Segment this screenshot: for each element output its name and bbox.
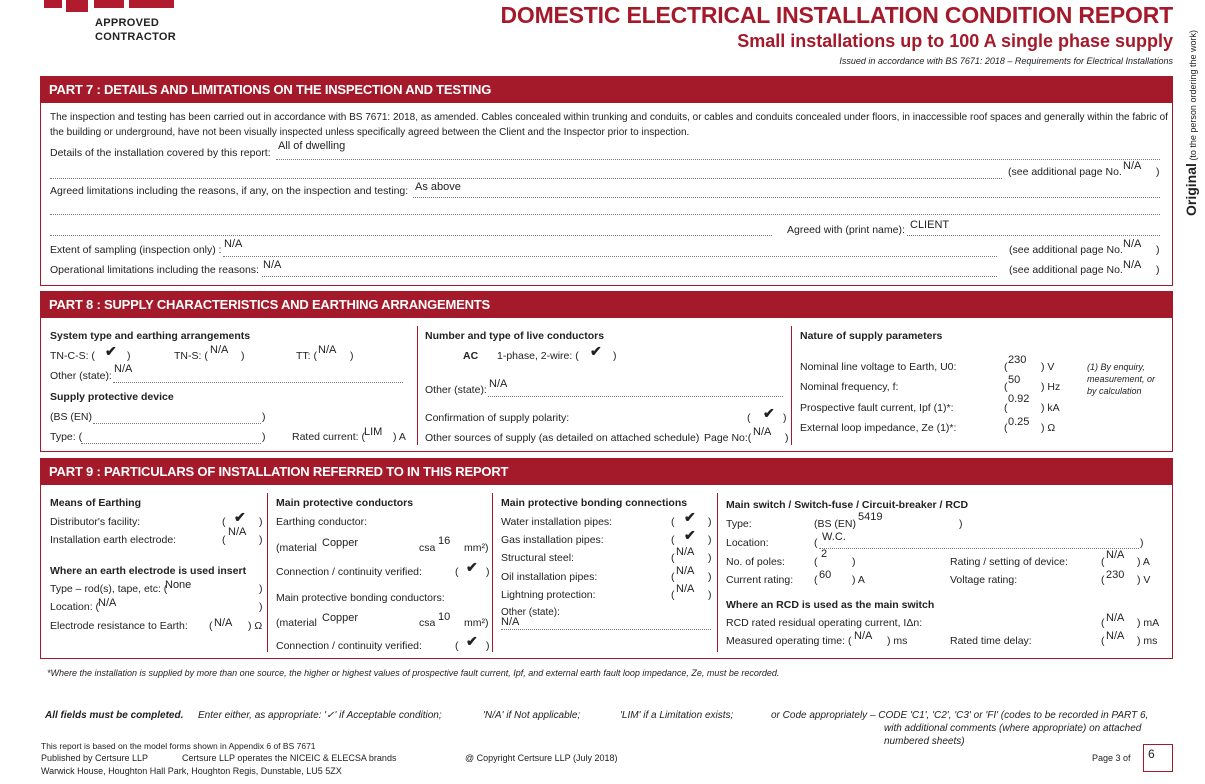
part9-section: PART 9 : PARTICULARS OF INSTALLATION REFERRED TO IN THIS REPORT Means of Earthing Distributor's facility: ( ✔ ) Installation earth electrode: ( N/A ) Where an earth electrode is used insert Type – rod(s), tape, etc: ( None ) Location: ( N/A ) Electrode resistance to Earth: ( N/A ) Ω Main protective conductors Earthing conductor: (material Copper csa 16 mm²) Connection / continuity verified: ( ✔ ) Main protective bonding conductors: (material Copper csa 10 mm²) Connection / continuity verified: ( ✔ ) Main protective bonding connections Water installation pipes: ( ✔ ) Gas installation pipes: ( ✔ ) Structural steel: ( N/A ) Oil installation pipes: ( N/A ) Lightning protection: ( N/A ) Other (state): N/A Main switch / Switch-fuse / Circuit-breaker / RCD Type: (BS (EN) 5419 ) Location: ( W.C. ) No. of poles: ( 2 ) Rating / setting of device: ( N/A ) A Current rating: ( 60 ) A Voltage rating: ( 230 ) V Where an RCD is used as the main switch RCD rated residual operating current, IΔn: ( N/A ) mA Measured operating time: ( N/A ) ms Rated time delay: ( N/A ) ms bbox=[40, 458, 1173, 659]
earthing-heading: Means of Earthing bbox=[50, 497, 142, 509]
switch-location-field[interactable]: W.C. bbox=[822, 531, 846, 543]
issued-note: Issued in accordance with BS 7671: 2018 – Requirements for Electrical Installations bbox=[839, 56, 1173, 66]
earth-electrode-field[interactable]: N/A bbox=[228, 526, 247, 538]
agreed-with-label: Agreed with (print name): bbox=[787, 224, 905, 236]
part7-title: PART 7 : DETAILS AND LIMITATIONS ON THE INSPECTION AND TESTING bbox=[41, 77, 1172, 103]
steel-label: Structural steel: bbox=[501, 552, 574, 564]
rated-current-label: Rated current: ( bbox=[292, 431, 365, 443]
poles-label: No. of poles: bbox=[726, 556, 785, 568]
csa1-label: csa bbox=[419, 542, 436, 554]
material2-label: (material bbox=[276, 617, 317, 629]
electrode-resistance-unit: ) Ω bbox=[248, 620, 263, 632]
switch-type-label: Type: bbox=[726, 518, 752, 530]
spd-bsen-label: (BS (EN) bbox=[50, 411, 92, 423]
time-delay-unit: ) ms bbox=[1137, 635, 1158, 647]
continuity2-field[interactable]: ✔ bbox=[466, 633, 478, 649]
addl-page-label-b: (see additional page No. bbox=[1009, 244, 1123, 256]
part7-section: PART 7 : DETAILS AND LIMITATIONS ON THE INSPECTION AND TESTING The inspection and testing has been carried out in accordance with BS 7671: 2018, as amended. Cables concealed within trunking and conduits, or cables and conduits concealed under floors, in inaccessible roof spaces and generally within the fabric of the building or underground, have not been visually inspected unless specifically agreed between the Client and the Inspector prior to inspection. Details of the installation covered by this report: All of dwelling (see additional page No. N/A ) Agreed limitations including the reasons, if any, on the inspection and testing: As above Agreed with (print name): CLIENT Extent of sampling (inspection only) : N/A (see additional page No. N/A ) Operational limitations including the reasons: N/A (see additional page No. N/A ) bbox=[40, 76, 1173, 286]
material1-label: (material bbox=[276, 542, 317, 554]
voltage-rating-field[interactable]: 230 bbox=[1106, 569, 1125, 581]
dist-facility-label: Distributor's facility: bbox=[50, 516, 141, 528]
voltage-rating-label: Voltage rating: bbox=[950, 574, 1018, 586]
ac-label: AC bbox=[463, 350, 479, 362]
earth-electrode-label: Installation earth electrode: bbox=[50, 534, 177, 546]
other-system-field[interactable]: N/A bbox=[114, 363, 133, 375]
live-conductors-heading: Number and type of live conductors bbox=[425, 330, 605, 342]
material2-field[interactable]: Copper bbox=[322, 612, 359, 624]
nature-heading: Nature of supply parameters bbox=[800, 330, 943, 342]
continuity2-label: Connection / continuity verified: bbox=[276, 640, 422, 652]
extent-field[interactable]: N/A bbox=[224, 238, 243, 250]
ze-field[interactable]: 0.25 bbox=[1008, 416, 1030, 428]
addl-page-label-c: (see additional page No. bbox=[1009, 264, 1123, 276]
tt-field[interactable]: N/A bbox=[318, 344, 337, 356]
bond-other-field[interactable]: N/A bbox=[501, 616, 520, 628]
rated-current-field[interactable]: LIM bbox=[364, 426, 383, 438]
page-label: Page 3 of bbox=[1092, 753, 1131, 763]
part8-title: PART 8 : SUPPLY CHARACTERISTICS AND EARTHING ARRANGEMENTS bbox=[41, 292, 1172, 318]
oil-field[interactable]: N/A bbox=[676, 565, 695, 577]
live-other-label: Other (state): bbox=[425, 384, 487, 396]
original-rest: (to the person ordering the work) bbox=[1188, 30, 1198, 164]
lightning-field[interactable]: N/A bbox=[676, 583, 695, 595]
rating-unit: ) A bbox=[1137, 556, 1150, 568]
polarity-label: Confirmation of supply polarity: bbox=[425, 412, 570, 424]
code-note-2: with additional comments (where appropriate) on attached bbox=[884, 723, 1142, 734]
other-sources-label: Other sources of supply (as detailed on attached schedule) bbox=[425, 432, 700, 444]
freq-field[interactable]: 50 bbox=[1008, 374, 1021, 386]
ipf-label: Prospective fault current, Ipf (1)*: bbox=[800, 402, 954, 414]
system-type-heading: System type and earthing arrangements bbox=[50, 330, 251, 342]
code-note-1: or Code appropriately – CODE 'C1', 'C2', 'C3' or 'FI' (codes to be recorded in PART 6, bbox=[771, 710, 1149, 721]
report-title: DOMESTIC ELECTRICAL INSTALLATION CONDITION REPORT bbox=[500, 2, 1173, 28]
footer-based: This report is based on the model forms shown in Appendix 6 of BS 7671 bbox=[41, 741, 316, 751]
bonding-conductor-label: Main protective bonding conductors: bbox=[276, 592, 445, 604]
page-no-field[interactable]: N/A bbox=[753, 426, 772, 438]
tncs-field[interactable]: ✔ bbox=[105, 343, 117, 359]
bond-other-label: Other (state): bbox=[501, 607, 560, 618]
poles-field[interactable]: 2 bbox=[821, 548, 828, 560]
footer-operates: Certsure LLP operates the NICEIC & ELECSA brands bbox=[182, 753, 397, 763]
original-bold: Original bbox=[1183, 163, 1199, 216]
phase-field[interactable]: ✔ bbox=[590, 343, 602, 359]
rcd-current-unit: ) mA bbox=[1137, 617, 1160, 629]
tns-label: TN-S: ( bbox=[174, 350, 208, 362]
logo-line2: CONTRACTOR bbox=[95, 31, 177, 43]
logo-line1: APPROVED bbox=[95, 17, 160, 29]
ze-unit: ) Ω bbox=[1041, 422, 1056, 434]
u0-field[interactable]: 230 bbox=[1008, 354, 1027, 366]
lim-note: 'LIM' if a Limitation exists; bbox=[620, 710, 734, 721]
agreed-limits-label: Agreed limitations including the reasons, if any, on the inspection and testing: bbox=[50, 185, 409, 197]
spd-type-label: Type: ( bbox=[50, 431, 83, 443]
other-system-label bbox=[50, 370, 112, 382]
addl-page-field-c[interactable]: N/A bbox=[1123, 259, 1142, 271]
footer-published: Published by Certsure LLP bbox=[41, 753, 149, 763]
gas-field[interactable]: ✔ bbox=[684, 527, 696, 543]
polarity-field[interactable]: ✔ bbox=[763, 405, 775, 421]
footer-address: Warwick House, Houghton Hall Park, Houghton Regis, Dunstable, LU5 5ZX bbox=[41, 766, 342, 776]
page-no-label: Page No:( bbox=[704, 432, 752, 444]
measured-time-field[interactable]: N/A bbox=[854, 630, 873, 642]
time-delay-field[interactable]: N/A bbox=[1106, 630, 1125, 642]
material1-field[interactable]: Copper bbox=[322, 537, 359, 549]
electrode-type-field[interactable]: None bbox=[165, 579, 192, 591]
addl-page-field-a[interactable]: N/A bbox=[1123, 160, 1142, 172]
details-field[interactable]: All of dwelling bbox=[278, 140, 346, 152]
electrode-type-label: Type – rod(s), tape, etc: ( bbox=[50, 583, 168, 595]
current-rating-label: Current rating: bbox=[726, 574, 794, 586]
spd-heading: Supply protective device bbox=[50, 391, 174, 403]
csa2-label: csa bbox=[419, 617, 436, 629]
measured-time-unit: ) ms bbox=[887, 635, 908, 647]
mm2-label-2: mm²) bbox=[464, 617, 489, 629]
freq-label: Nominal frequency, f: bbox=[800, 381, 899, 393]
part8-section: PART 8 : SUPPLY CHARACTERISTICS AND EARTHING ARRANGEMENTS System type and earthing arrangements TN-C-S: ( ✔ ) TN-S: ( N/A ) TT: ( N/A ) Other (state): N/A Supply protective device (BS (EN) ) Type: ( ) Rated current: ( LIM ) A Number and type of live conductors AC 1-phase, 2-wire: ( ✔ ) Other (state): N/A Confirmation of supply polarity: ( ✔ ) Other sources of supply (as detailed on attached schedule) Page No:( N/A ) Nature of supply parameters Nominal line voltage to Earth, U0: ( 230 ) V Nominal frequency, f: ( 50 ) Hz Prospective fault current, Ipf (1)*: ( 0.92 ) kA External loop impedance, Ze (1)*: ( 0.25 ) Ω (1) By enquiry, measurement, or by calculation bbox=[40, 291, 1173, 452]
supply-note: *Where the installation is supplied by more than one source, the higher or highest values of prospective fault current, Ipf, and external earth fault loop impedance, Ze, must be recorded. bbox=[47, 668, 780, 678]
enquiry-note: (1) By enquiry, measurement, or by calculation bbox=[1087, 362, 1156, 396]
approved-contractor-label bbox=[95, 16, 176, 44]
dist-facility-field[interactable]: ✔ bbox=[234, 509, 246, 525]
voltage-rating-unit: ) V bbox=[1137, 574, 1151, 586]
mpc-heading: Main protective conductors bbox=[276, 497, 414, 509]
electrode-heading: Where an earth electrode is used insert bbox=[50, 565, 247, 577]
electrode-location-label: Location: ( bbox=[50, 601, 100, 613]
tt-label: TT: ( bbox=[296, 350, 317, 362]
tns-field[interactable]: N/A bbox=[210, 344, 229, 356]
csa1-field[interactable]: 16 bbox=[438, 535, 451, 547]
lightning-label: Lightning protection: bbox=[501, 589, 596, 601]
extent-label: Extent of sampling (inspection only) : bbox=[50, 244, 222, 256]
earthing-conductor-label: Earthing conductor: bbox=[276, 516, 368, 528]
water-label: Water installation pipes: bbox=[501, 516, 613, 528]
report-subtitle: Small installations up to 100 A single phase supply bbox=[737, 31, 1173, 51]
all-fields-note: All fields must be completed. bbox=[45, 710, 184, 721]
electrode-resistance-label: Electrode resistance to Earth: bbox=[50, 620, 188, 632]
freq-unit: ) Hz bbox=[1041, 381, 1061, 393]
current-rating-unit: ) A bbox=[852, 574, 865, 586]
time-delay-label: Rated time delay: bbox=[950, 635, 1032, 647]
measured-time-label: Measured operating time: ( bbox=[726, 635, 852, 647]
ze-label: External loop impedance, Ze (1)*: bbox=[800, 422, 957, 434]
operational-field[interactable]: N/A bbox=[263, 259, 282, 271]
part7-intro-2: the building or underground, have not been visually inspected unless specifically agreed between the Client and the Inspector prior to inspection. bbox=[50, 127, 690, 138]
addl-page-field-b[interactable]: N/A bbox=[1123, 238, 1142, 250]
steel-field[interactable]: N/A bbox=[676, 546, 695, 558]
rcd-heading: Where an RCD is used as the main switch bbox=[726, 599, 935, 611]
water-field[interactable]: ✔ bbox=[684, 509, 696, 525]
bonding-heading: Main protective bonding connections bbox=[501, 497, 688, 509]
enter-either-note: Enter either, as appropriate: '✓' if Acceptable condition; bbox=[198, 710, 442, 721]
details-label: Details of the installation covered by this report: bbox=[50, 147, 271, 159]
u0-label: Nominal line voltage to Earth, U0: bbox=[800, 361, 957, 373]
ipf-field[interactable]: 0.92 bbox=[1008, 393, 1030, 405]
code-note-3: numbered sheets) bbox=[884, 736, 965, 747]
csa2-field[interactable]: 10 bbox=[438, 611, 451, 623]
live-other-field[interactable]: N/A bbox=[489, 378, 508, 390]
main-switch-heading: Main switch / Switch-fuse / Circuit-breaker / RCD bbox=[726, 499, 969, 511]
switch-bsen-field[interactable]: 5419 bbox=[858, 511, 883, 523]
rcd-current-field[interactable]: N/A bbox=[1106, 612, 1125, 624]
na-note: 'N/A' if Not applicable; bbox=[483, 710, 581, 721]
page-total-box[interactable]: 6 bbox=[1143, 744, 1173, 772]
gas-label: Gas installation pipes: bbox=[501, 534, 604, 546]
continuity1-label: Connection / continuity verified: bbox=[276, 566, 422, 578]
rating-label: Rating / setting of device: bbox=[950, 556, 1068, 568]
addl-page-label-a: (see additional page No. bbox=[1008, 166, 1122, 178]
rcd-current-label: RCD rated residual operating current, IΔn: bbox=[726, 617, 923, 629]
tncs-label: TN-C-S: ( bbox=[50, 350, 95, 362]
part7-intro-1: The inspection and testing has been carried out in accordance with BS 7671: 2018, as amended. Cables concealed within trunking and conduits, or cables and conduits concealed under floors, in inaccessible roof spaces and generally within the fabric of bbox=[50, 112, 1168, 123]
ipf-unit: ) kA bbox=[1041, 402, 1060, 414]
phase-label: 1-phase, 2-wire: ( bbox=[497, 350, 579, 362]
original-side-label bbox=[1183, 30, 1199, 216]
oil-label: Oil installation pipes: bbox=[501, 571, 598, 583]
rating-field[interactable]: N/A bbox=[1106, 549, 1125, 561]
other-system-text: Other (state): bbox=[50, 370, 112, 382]
operational-label: Operational limitations including the reasons: bbox=[50, 264, 259, 276]
electrode-location-field[interactable]: N/A bbox=[98, 597, 117, 609]
part9-title: PART 9 : PARTICULARS OF INSTALLATION REFERRED TO IN THIS REPORT bbox=[41, 459, 1172, 485]
current-rating-field[interactable]: 60 bbox=[819, 569, 832, 581]
agreed-limits-field[interactable]: As above bbox=[415, 181, 461, 193]
switch-location-label: Location: bbox=[726, 537, 769, 549]
agreed-with-field[interactable]: CLIENT bbox=[910, 219, 950, 231]
niceic-logo bbox=[44, 0, 174, 12]
mm2-label-1: mm²) bbox=[464, 542, 489, 554]
continuity1-field[interactable]: ✔ bbox=[466, 559, 478, 575]
rated-current-unit: ) A bbox=[393, 431, 406, 443]
electrode-resistance-field[interactable]: N/A bbox=[214, 617, 233, 629]
switch-bsen-label: (BS (EN) bbox=[814, 518, 856, 530]
footer-copyright: @ Copyright Certsure LLP (July 2018) bbox=[465, 753, 618, 763]
u0-unit: ) V bbox=[1041, 361, 1055, 373]
